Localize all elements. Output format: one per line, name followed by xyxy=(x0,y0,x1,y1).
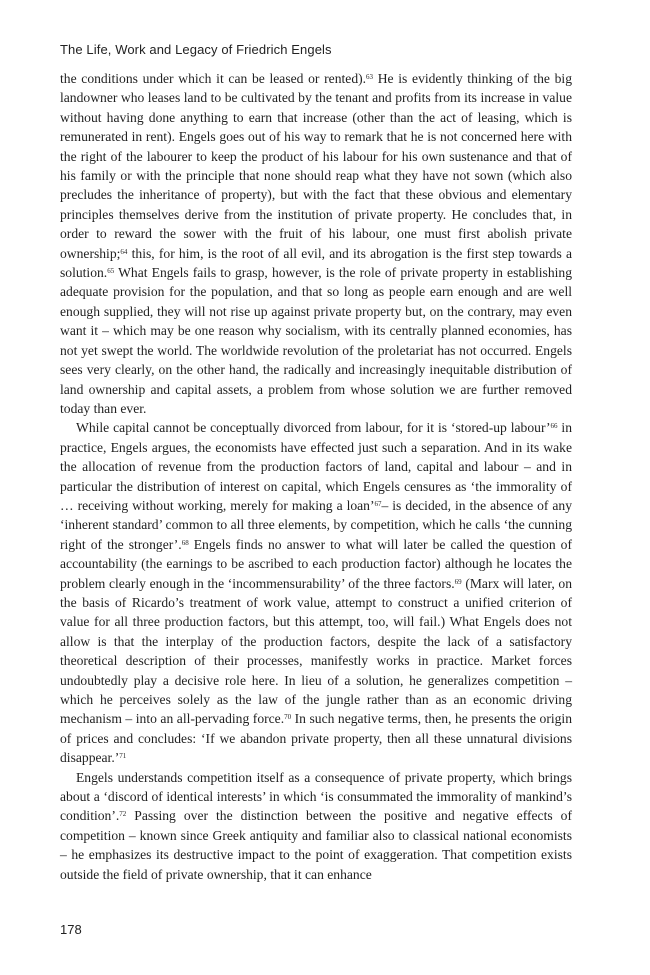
text-run: Engels finds no answer to what will later be called the question of accountability (the earnings to be ascribed to each production factor) although he locates the problem clearly enough in the ‘incommensurability’ of the three factors. xyxy=(60,536,572,591)
text-run: – is decided, in the absence of any ‘inherent standard’ common to all three elements, by competition, which he calls ‘the cunning right of the stronger’. xyxy=(60,497,572,552)
footnote-ref: 67 xyxy=(374,499,382,508)
text-run: this, for him, is the root of all evil, and its abrogation is the first step towards a solution. xyxy=(60,245,572,281)
text-run: Passing over the distinction between the positive and negative effects of competition – known since Greek antiquity and familiar also to classical national economists – he emphasizes its destructive impact to the point of exaggeration. That competition exists outside the field of private ownership, that it can enhance xyxy=(60,808,572,882)
paragraph-3 xyxy=(60,768,572,884)
text-run: In such negative terms, then, he presents the origin of prices and concludes: ‘If we abandon private property, then all these unnatural divisions disappear.’ xyxy=(60,711,572,766)
footnote-ref: 72 xyxy=(119,810,127,819)
text-run: While capital cannot be conceptually divorced from labour, for it is ‘stored-up labour’ xyxy=(76,420,551,436)
text-run: (Marx will later, on the basis of Ricardo’s treatment of work value, attempt to construct a unified criterion of value for all three production factors, but this attempt, too, will fail.) What Engels does not allow is that the interplay of the production factors, despite the lack of a satisfactory theoretical description of their processes, manifestly works in practice. Market forces undoubtedly play a decisive role here. In lieu of a solution, he generalizes competition – which he perceives solely as the law of the jungle rather than as an economic driving mechanism – into an all-pervading force. xyxy=(60,575,572,727)
text-run: in practice, Engels argues, the economists have effected just such a separation. And in its wake the allocation of revenue from the production factors of land, capital and labour – and in particular the distribution of interest on capital, which Engels censures as ‘the immorality of … receiving without working, merely for making a loan’ xyxy=(60,420,572,513)
body-text xyxy=(60,69,572,884)
footnote-ref: 66 xyxy=(550,422,558,431)
text-run: He is evidently thinking of the big landowner who leases land to be cultivated by the tenant and profits from its increase in value without having done anything to earn that increase (other than the act of leasing, which is remunerated in rent). Engels goes out of his way to remark that he is not concerned here with the right of the labourer to keep the product of his labour for his own sustenance and that of his family or with the principle that none should reap what they have not sown (which also precludes the inheritance of property), but with the fact that these obvious and elementary principles themselves derive from the institution of private property. He concludes that, in order to reward the sower with the fruit of his labour, one must first abolish private ownership; xyxy=(60,71,572,261)
running-head: The Life, Work and Legacy of Friedrich Engels xyxy=(60,42,332,57)
page-number: 178 xyxy=(60,922,82,937)
paragraph-1 xyxy=(60,69,572,418)
footnote-ref: 64 xyxy=(120,247,128,256)
footnote-ref: 63 xyxy=(366,73,374,81)
footnote-ref: 65 xyxy=(107,267,115,276)
paragraph-2 xyxy=(60,418,572,767)
footnote-ref: 70 xyxy=(284,713,292,722)
text-run: Engels understands competition itself as a consequence of private property, which brings about a ‘discord of identical interests’ in which ‘is consummated the immorality of mankind’s condition’. xyxy=(60,769,572,824)
text-run: What Engels fails to grasp, however, is the role of private property in establishing adequate provision for the population, and that so long as people earn enough and are well enough supplied, they will not rise up against private property but, on the contrary, may even want it – which may be one reason why socialism, with its centrally planned economies, has not yet swept the world. The worldwide revolution of the proletariat has not occurred. Engels sees very clearly, on the other hand, the radically and increasingly inequitable distribution of land ownership and capital assets, a problem from whose solution we are further removed today than ever. xyxy=(60,265,572,416)
footnote-ref: 69 xyxy=(454,577,462,586)
footnote-ref: 68 xyxy=(181,538,189,547)
text-run: the conditions under which it can be leased or rented). xyxy=(60,71,367,86)
footnote-ref: 71 xyxy=(119,752,127,761)
